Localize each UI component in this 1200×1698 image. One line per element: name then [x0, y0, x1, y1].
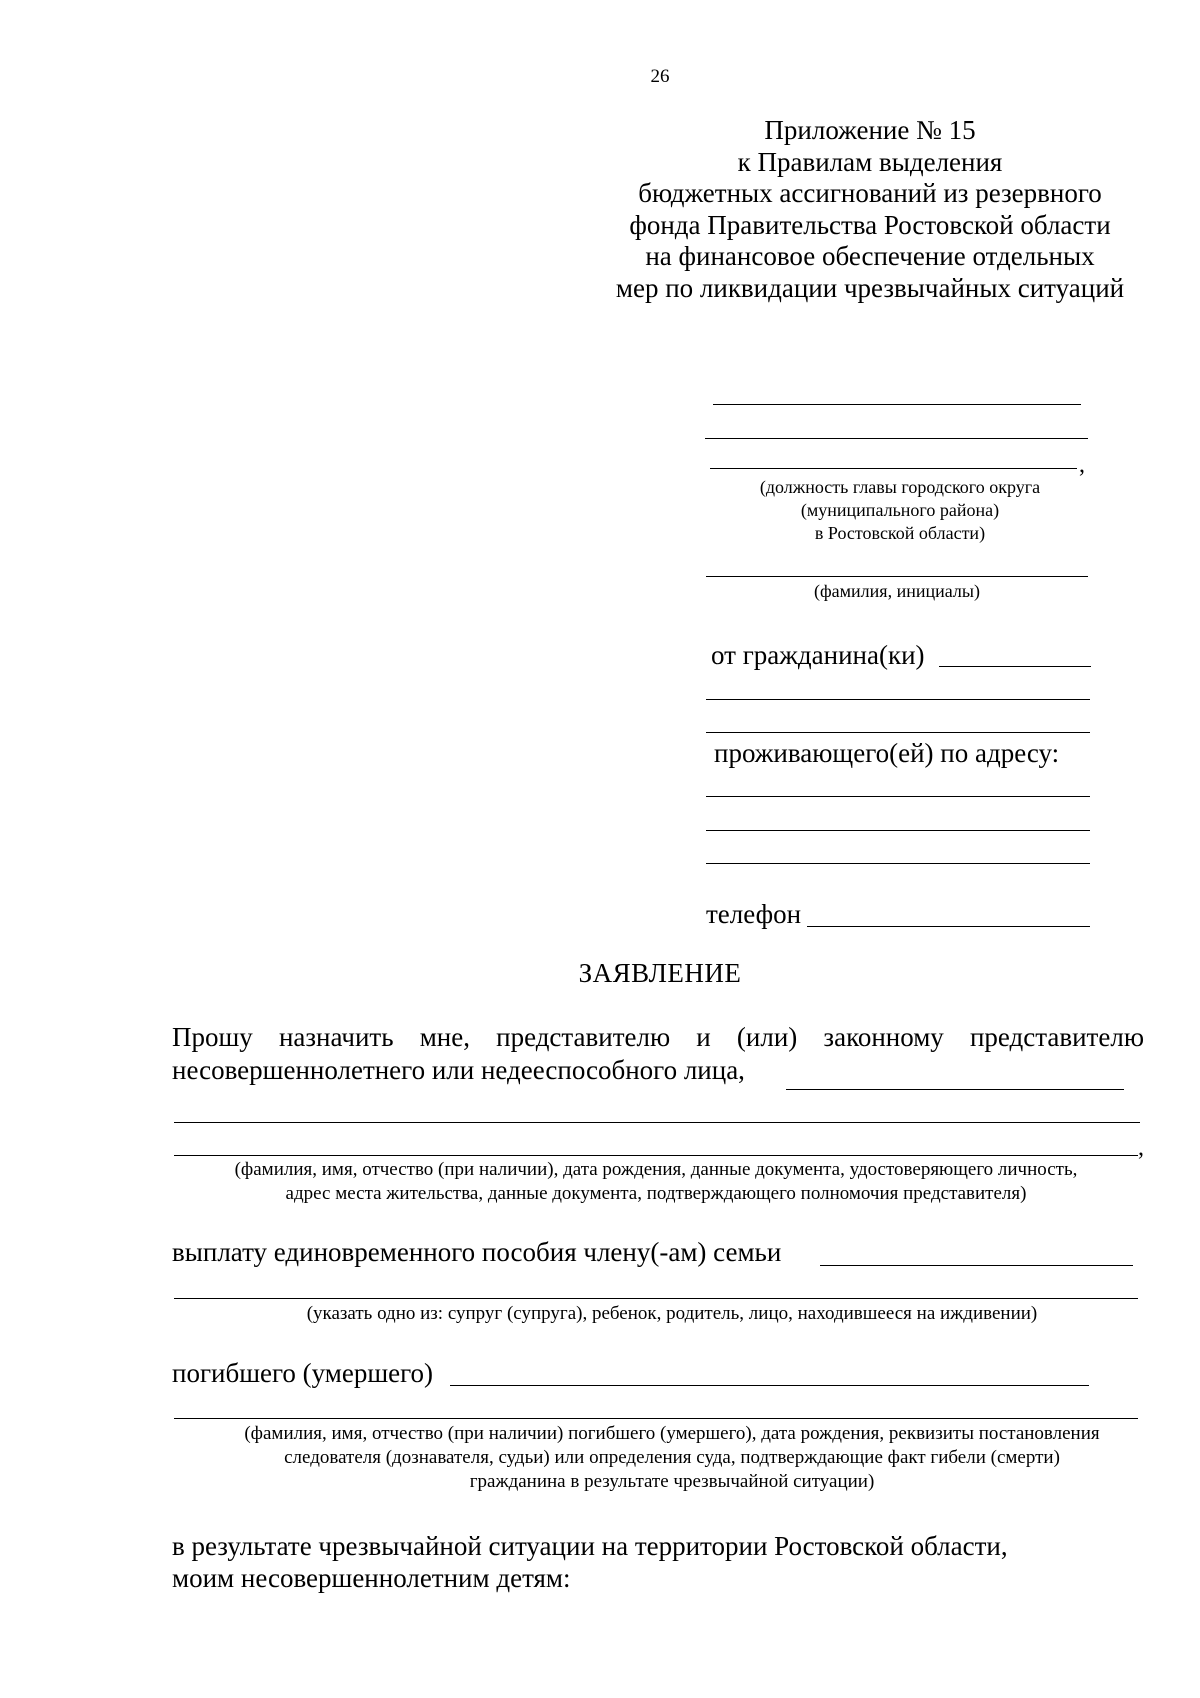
from-citizen-label: от гражданина(ки)	[711, 640, 925, 670]
name-caption: (фамилия, инициалы)	[814, 581, 980, 601]
request-line-2: несовершеннолетнего или недееспособного лица,	[172, 1055, 745, 1085]
appendix-header	[590, 115, 1150, 304]
deceased-label: погибшего (умершего)	[172, 1358, 434, 1388]
family-blank-line[interactable]	[174, 1298, 1138, 1299]
phone-label: телефон	[706, 899, 802, 929]
position-caption-line: (муниципального района)	[800, 500, 1000, 520]
statement-title: ЗАЯВЛЕНИЕ	[578, 958, 742, 988]
from-citizen-blank[interactable]	[939, 666, 1091, 667]
closing-line-1: в результате чрезвычайной ситуации на территории Ростовской области,	[172, 1531, 1008, 1561]
deceased-blank-line[interactable]	[174, 1418, 1138, 1419]
appendix-line: на финансовое обеспечение отдельных	[645, 241, 1095, 271]
appendix-line: мер по ликвидации чрезвычайных ситуаций	[615, 272, 1125, 303]
addressee-blank-line-3[interactable]	[710, 468, 1077, 469]
payment-label: выплату единовременного пособия члену(-ам) семьи	[172, 1237, 782, 1267]
phone-blank[interactable]	[807, 926, 1090, 927]
representative-caption-line: (фамилия, имя, отчество (при наличии), дата рождения, данные документа, удостоверяющего личность,	[234, 1159, 1078, 1180]
deceased-caption-line: гражданина в результате чрезвычайной ситуации)	[469, 1471, 875, 1492]
appendix-line: Приложение № 15	[764, 115, 976, 145]
address-blank-line-1[interactable]	[706, 796, 1090, 797]
deceased-blank[interactable]	[450, 1385, 1089, 1386]
addressee-blank-line-2[interactable]	[705, 438, 1088, 439]
position-caption-line: (должность главы городского округа	[759, 477, 1041, 497]
position-caption-line: в Ростовской области)	[814, 523, 986, 543]
family-member-blank[interactable]	[820, 1265, 1133, 1266]
representative-comma: ,	[1138, 1135, 1144, 1161]
address-blank-line-3[interactable]	[706, 863, 1090, 864]
addressee-comma: ,	[1079, 452, 1085, 478]
addressee-blank-line-1[interactable]	[713, 404, 1081, 405]
closing-line-2: моим несовершеннолетним детям:	[172, 1563, 571, 1593]
page-number: 26	[650, 66, 670, 87]
address-label: проживающего(ей) по адресу:	[714, 738, 1060, 768]
representative-caption-line: адрес места жительства, данные документа, подтверждающего полномочия представителя)	[285, 1183, 1027, 1204]
deceased-caption	[172, 1422, 1172, 1494]
representative-blank-3[interactable]	[174, 1155, 1138, 1156]
appendix-line: фонда Правительства Ростовской области	[629, 209, 1111, 240]
representative-blank-1[interactable]	[786, 1089, 1124, 1090]
address-blank-line-2[interactable]	[706, 830, 1090, 831]
position-caption	[690, 476, 1110, 545]
representative-caption	[172, 1158, 1140, 1206]
applicant-blank-line-2[interactable]	[706, 732, 1090, 733]
appendix-line: к Правилам выделения	[737, 146, 1003, 177]
applicant-blank-line-1[interactable]	[706, 699, 1090, 700]
deceased-caption-line: следователя (дознавателя, судьи) или определения суда, подтверждающие факт гибели (смерти)	[284, 1447, 1060, 1468]
request-line-1: Прошу назначить мне, представителю и (или) законному представителю	[172, 1022, 1144, 1052]
name-blank-line[interactable]	[706, 576, 1088, 577]
appendix-line: бюджетных ассигнований из резервного	[638, 178, 1102, 208]
deceased-caption-line: (фамилия, имя, отчество (при наличии) погибшего (умершего), дата рождения, реквизиты постановления	[244, 1423, 1100, 1444]
family-caption: (указать одно из: супруг (супруга), ребенок, родитель, лицо, находившееся на иждивении)	[306, 1303, 1038, 1324]
representative-blank-2[interactable]	[174, 1122, 1140, 1123]
